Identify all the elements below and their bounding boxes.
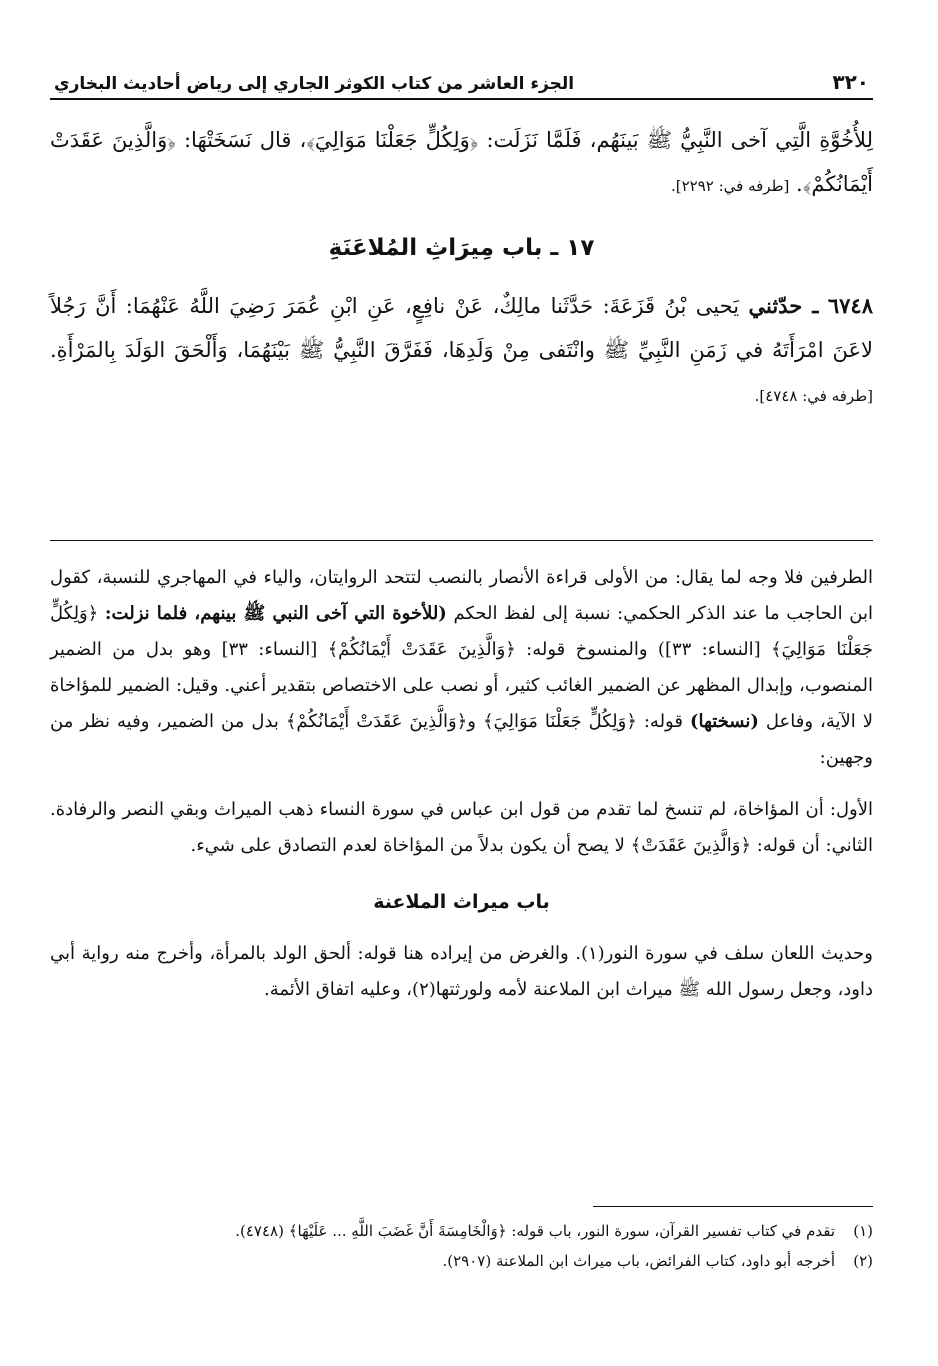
hadith-intro: ـ حدّثني bbox=[748, 293, 819, 318]
footnote-marker: (٢) bbox=[853, 1252, 873, 1270]
commentary-sub-heading: باب ميراث الملاعنة bbox=[373, 891, 550, 913]
footnote-text: تقدم في كتاب تفسير القرآن، سورة النور، باب قوله: ﴿وَالْخَامِسَةَ أَنَّ غَضَبَ اللَّهِ ... عَلَيْهَا﴾ (٤٧٤٨). bbox=[235, 1222, 835, 1240]
quoted-matn: (نسختها) bbox=[689, 711, 759, 732]
footnote bbox=[50, 1246, 873, 1276]
chapter-heading: ١٧ ـ باب مِيرَاثِ المُلاعَنَةِ bbox=[328, 235, 595, 261]
quoted-matn: (للأخوة التي آخى النبي ﷺ بينهم، فلما نزلت: bbox=[104, 603, 447, 624]
running-title: الجزء العاشر من كتاب الكوثر الجاري إلى رياض أحاديث البخاري bbox=[54, 74, 575, 94]
commentary-paragraph-1 bbox=[50, 560, 873, 776]
hadith-text: يَحيى بْنُ قَزَعَةَ: حَدَّثَنا مالِكٌ، عَنْ نافِعٍ، عَنِ ابْنِ عُمَرَ رَضِيَ اللَّهُ عَنْهُمَا: أَنَّ رَجُلاً لاعَنَ امْرَأَتَهُ في زَمَنِ النَّبِيِّ ﷺ وانْتَفى مِنْ وَلَدِهَا، فَفَرَّقَ النَّبِيُّ ﷺ بَيْنَهُمَا، وَأَلْحَقَ الوَلَدَ بِالمَرْأَةِ. bbox=[50, 294, 873, 362]
commentary bbox=[50, 560, 873, 1024]
text-commentary-divider bbox=[50, 540, 873, 541]
hadith-reference: [طرفه في: ٤٧٤٨]. bbox=[754, 387, 873, 405]
continuation-text: لِلأُخُوَّةِ الَّتِي آخى النَّبِيُّ ﷺ بَينَهُم، فَلَمَّا نَزَلَت: ﴿وَلِكُلٍّ جَعَلْنَا مَوَالِيَ﴾، قال نَسَخَتْهَا: ﴿وَالَّذِينَ عَقَدَتْ أَيْمَانُكُمْ﴾. bbox=[50, 128, 873, 196]
commentary-text: قوله: ﴿وَلِكُلٍّ جَعَلْنَا مَوَالِيَ﴾ و﴿وَالَّذِينَ عَقَدَتْ أَيْمَانُكُمْ﴾ بدل من الضمير، وفيه نظر من وجهين: bbox=[50, 711, 873, 768]
commentary-text: ﴿وَلِكُلٍّ جَعَلْنَا مَوَالِيَ﴾ [النساء: ٣٣]) والمنسوخ قوله: ﴿وَالَّذِينَ عَقَدَتْ أَيْمَانُكُمْ﴾ [النساء: ٣٣] وهو بدل من الضمير المنصوب، وإبدال المظهر عن الضمير الغائب كثير، أو نصب على الاختصاص بتقدير أعني. وقيل: الضمير للمؤاخاة لا الآية، وفاعل bbox=[50, 603, 873, 732]
footnotes bbox=[50, 1216, 873, 1276]
commentary-text: الطرفين فلا وجه لما يقال: من الأولى قراءة الأنصار بالنصب لتتحد الروايتان، والياء في المهاجري للنسبة، كقول ابن الحاجب ما عند الذكر الحكمي: نسبة إلى لفظ الحكم bbox=[50, 567, 873, 624]
commentary-paragraph-3: وحديث اللعان سلف في سورة النور(١). والغرض من إيراده هنا قوله: ألحق الولد بالمرأة، وأخرج منه رواية أبي داود، وجعل رسول الله ﷺ ميراث ابن الملاعنة لأمه ولورثتها(٢)، وعليه اتفاق الأئمة. bbox=[50, 943, 874, 1000]
book-page bbox=[50, 58, 873, 1318]
continuation-reference: [طرفه في: ٢٢٩٢]. bbox=[670, 177, 790, 195]
footnote-text: أخرجه أبو داود، كتاب الفرائض، باب ميراث ابن الملاعنة (٢٩٠٧). bbox=[442, 1252, 835, 1270]
footnote bbox=[50, 1216, 873, 1246]
footnote-marker: (١) bbox=[853, 1222, 873, 1240]
page-number: ٣٢٠ bbox=[832, 70, 869, 94]
continuation-paragraph bbox=[50, 118, 873, 208]
running-header bbox=[50, 58, 873, 100]
main-text bbox=[50, 118, 873, 418]
hadith-paragraph bbox=[50, 284, 873, 418]
footnote-divider bbox=[593, 1206, 873, 1207]
hadith-number: ٦٧٤٨ bbox=[827, 293, 873, 318]
commentary-paragraph-2: الأول: أن المؤاخاة، لم تنسخ لما تقدم من قول ابن عباس في سورة النساء ذهب الميراث وبقي النصر والرفادة. الثاني: أن قوله: ﴿وَالَّذِينَ عَقَدَتْ﴾ لا يصح أن يكون بدلاً من المؤاخاة لعدم التصادق على شيء. bbox=[50, 799, 873, 856]
